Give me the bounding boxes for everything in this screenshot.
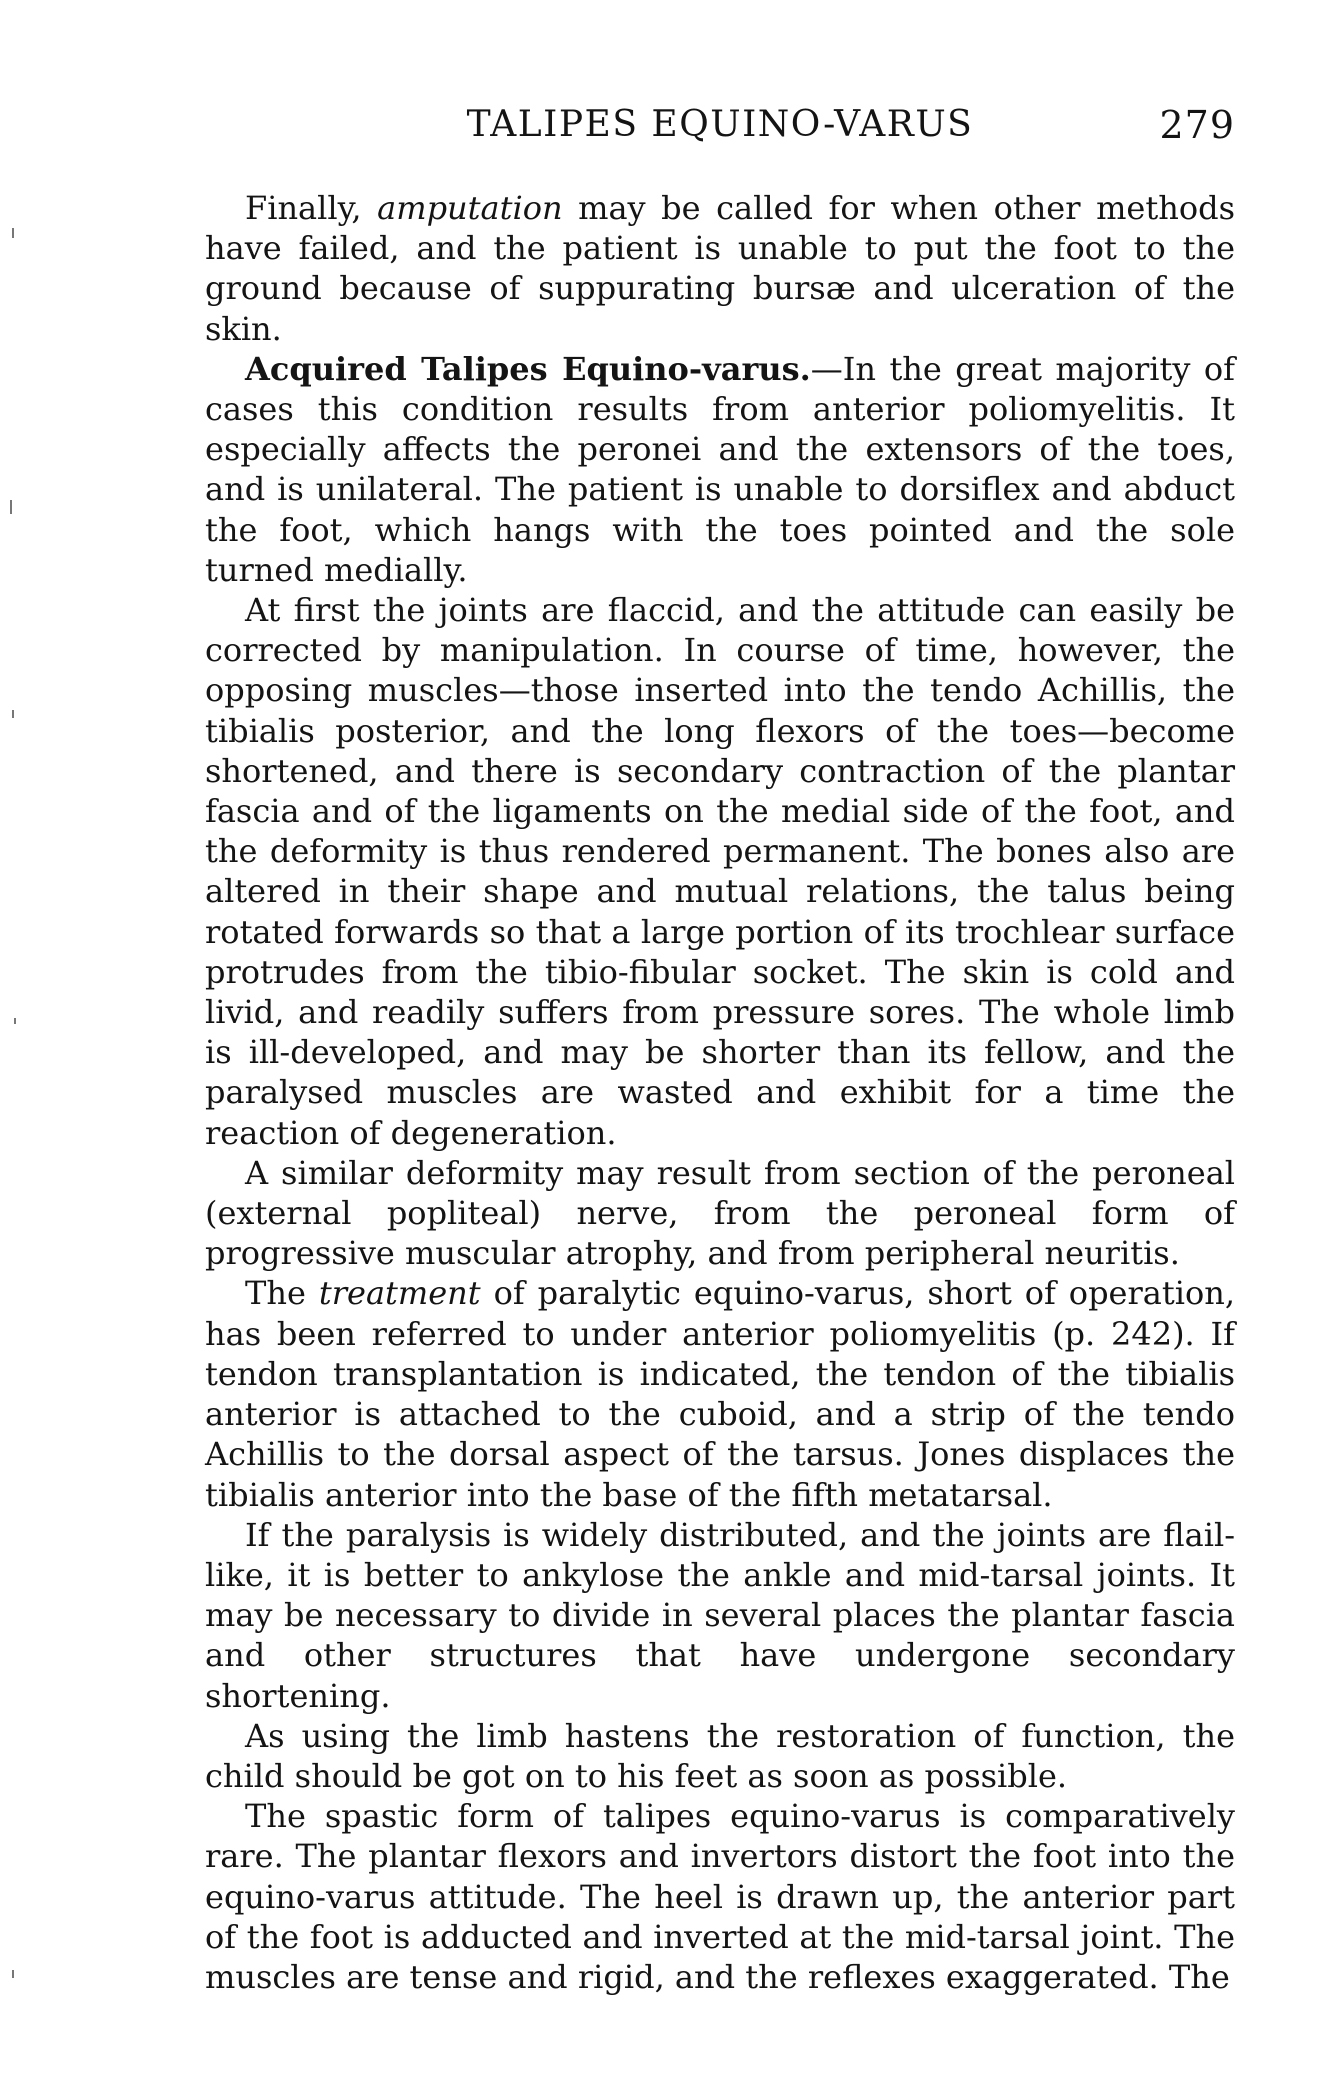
page-header	[205, 100, 1235, 150]
paragraph-text: Finally,	[245, 189, 378, 227]
scan-mark	[12, 228, 14, 238]
paragraph-treatment	[205, 1273, 1235, 1514]
paragraph-text: The	[245, 1274, 319, 1313]
paragraph-acquired	[205, 349, 1235, 590]
italic-term: treatment	[318, 1274, 481, 1313]
paragraph-restoration: As using the limb hastens the restoration of function, the child should be got on to his feet as soon as possible.	[205, 1716, 1235, 1795]
paragraph-flaccid: At first the joints are flaccid, and the attitude can easily be corrected by manipulation. In course of time, however, the opposing muscles—those inserted into the tendo Achillis, the tibialis posterior, and the long flexors of the toes—become shortened, and there is secondary contraction of the plantar fascia and of the ligaments on the medial side of the foot, and the deformity is thus rendered permanent. The bones also are altered in their shape and mutual relations, the talus being rotated forwards so that a large portion of its trochlear surface protrudes from the tibio-fibular socket. The skin is cold and livid, and readily suffers from pressure sores. The whole limb is ill-developed, and may be shorter than its fellow, and the paralysed muscles are wasted and exhibit for a time the reaction of degeneration.	[205, 591, 1235, 1152]
paragraph-text: of paralytic equino-varus, short of operation, has been referred to under anterior poliomyelitis (p. 242). If tendon transplantation is indicated, the tendon of the tibialis anterior is attached to the cuboid, and a strip of the tendo Achillis to the dorsal aspect of the tarsus. Jones displaces the tibialis anterior into the base of the fifth metatarsal.	[205, 1274, 1236, 1514]
paragraph-spastic: The spastic form of talipes equino-varus is comparatively rare. The plantar flexors and invertors distort the foot into the equino-varus attitude. The heel is drawn up, the anterior part of the foot is adducted and inverted at the mid-tarsal joint. The muscles are tense and rigid, and the reflexes exaggerated. The	[205, 1797, 1235, 1996]
paragraph-amputation	[205, 188, 1235, 349]
body-text	[205, 188, 1235, 1997]
paragraph-text: may be called for when other methods have failed, and the patient is unable to put the foot to the ground because of suppurating bursæ and ulceration of the skin.	[205, 189, 1236, 348]
paragraph-text: —In the great majority of cases this condition results from anterior poliomyelitis. It especially affects the peronei and the extensors of the toes, and is unilateral. The patient is unable to dorsiflex and abduct the foot, which hangs with the toes pointed and the sole turned medially.	[205, 349, 1235, 589]
section-heading: Acquired Talipes Equino-varus.	[245, 349, 811, 388]
scan-mark	[12, 710, 14, 718]
scan-mark	[12, 1970, 14, 1978]
scan-mark	[14, 1018, 16, 1024]
paragraph-similar-deformity: A similar deformity may result from section of the peroneal (external popliteal) nerve, from the peroneal form of progressive muscular atrophy, and from peripheral neuritis.	[205, 1153, 1235, 1273]
running-head: TALIPES EQUINO-VARUS	[466, 104, 974, 145]
scan-mark	[10, 500, 12, 514]
italic-term: amputation	[377, 189, 563, 227]
page-number: 279	[1159, 103, 1235, 147]
paragraph-paralysis: If the paralysis is widely distributed, and the joints are flail-like, it is better to ankylose the ankle and mid-tarsal joints. It may be necessary to divide in several places the plantar fascia and other structures that have undergone secondary shortening.	[205, 1515, 1235, 1715]
